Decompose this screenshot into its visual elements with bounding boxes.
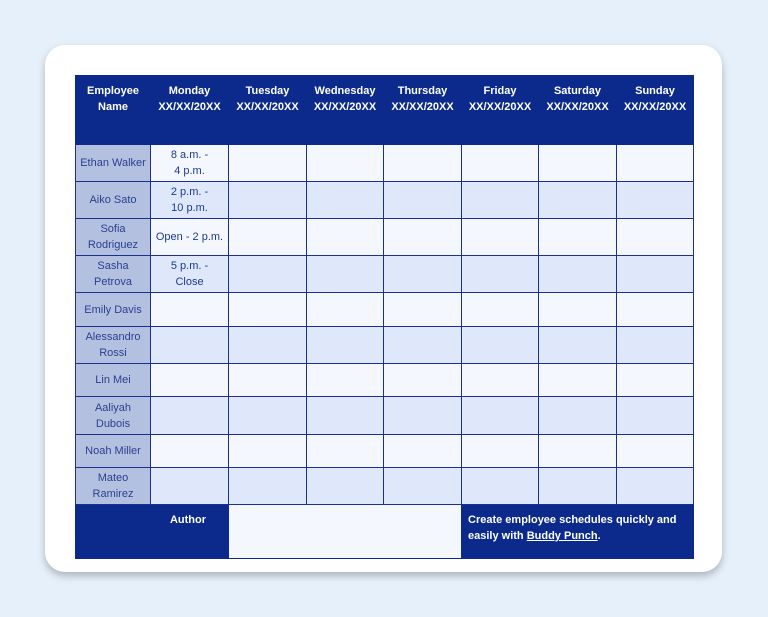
employee-name: Sofia Rodriguez [76,219,151,256]
shift-cell[interactable] [462,327,539,364]
shift-cell[interactable] [617,397,694,435]
table-row [76,435,694,468]
shift-cell[interactable] [617,219,694,256]
footer-row [76,505,694,559]
employee-name: Mateo Ramirez [76,468,151,505]
shift-cell[interactable] [151,435,229,468]
shift-cell[interactable] [307,435,384,468]
shift-cell[interactable] [151,327,229,364]
shift-cell[interactable] [462,293,539,327]
shift-cell[interactable] [229,397,307,435]
shift-cell[interactable] [462,256,539,293]
header-thursday: Thursday XX/XX/20XX [384,76,462,145]
employee-name: Aiko Sato [76,182,151,219]
shift-cell[interactable] [384,145,462,182]
employee-name: Noah Miller [76,435,151,468]
shift-cell[interactable] [539,182,617,219]
shift-cell[interactable] [617,182,694,219]
shift-cell[interactable] [229,293,307,327]
table-row [76,364,694,397]
shift-cell[interactable] [539,256,617,293]
table-row [76,219,694,256]
header-wednesday: Wednesday XX/XX/20XX [307,76,384,145]
shift-cell[interactable] [307,256,384,293]
shift-cell[interactable] [617,435,694,468]
header-friday: Friday XX/XX/20XX [462,76,539,145]
shift-cell[interactable] [384,435,462,468]
shift-cell[interactable] [617,145,694,182]
shift-cell[interactable] [539,468,617,505]
shift-cell[interactable] [539,364,617,397]
shift-cell[interactable] [384,256,462,293]
buddy-punch-link[interactable]: Buddy Punch [526,530,598,542]
shift-cell[interactable] [229,145,307,182]
shift-cell[interactable] [229,219,307,256]
shift-cell[interactable] [462,435,539,468]
header-employee-name: Employee Name [76,76,151,145]
table-row [76,327,694,364]
shift-cell[interactable] [384,364,462,397]
employee-name: Emily Davis [76,293,151,327]
shift-cell[interactable] [151,364,229,397]
table-row [76,256,694,293]
employee-name: Aaliyah Dubois [76,397,151,435]
shift-cell[interactable] [384,219,462,256]
shift-cell[interactable] [617,256,694,293]
shift-cell[interactable] [307,182,384,219]
shift-cell[interactable] [229,435,307,468]
shift-cell[interactable] [462,397,539,435]
employee-name: Lin Mei [76,364,151,397]
shift-cell[interactable] [307,327,384,364]
shift-cell[interactable] [384,293,462,327]
shift-cell[interactable]: 8 a.m. - 4 p.m. [151,145,229,182]
shift-cell[interactable] [307,468,384,505]
shift-cell[interactable] [151,293,229,327]
header-monday: Monday XX/XX/20XX [151,76,229,145]
header-saturday: Saturday XX/XX/20XX [539,76,617,145]
shift-cell[interactable] [151,468,229,505]
shift-cell[interactable] [229,182,307,219]
shift-cell[interactable] [384,327,462,364]
header-tuesday: Tuesday XX/XX/20XX [229,76,307,145]
table-row [76,468,694,505]
shift-cell[interactable] [229,327,307,364]
shift-cell[interactable] [539,293,617,327]
shift-cell[interactable]: 2 p.m. - 10 p.m. [151,182,229,219]
shift-cell[interactable] [307,219,384,256]
shift-cell[interactable] [307,145,384,182]
header-sunday: Sunday XX/XX/20XX [617,76,694,145]
shift-cell[interactable] [307,293,384,327]
shift-cell[interactable] [617,327,694,364]
table-row [76,293,694,327]
header-row [76,76,694,145]
shift-cell[interactable] [462,145,539,182]
shift-cell[interactable] [384,397,462,435]
table-row [76,397,694,435]
author-input[interactable] [229,505,462,559]
shift-cell[interactable] [539,145,617,182]
employee-name: Alessandro Rossi [76,327,151,364]
shift-cell[interactable] [462,182,539,219]
shift-cell[interactable] [229,256,307,293]
shift-cell[interactable] [539,435,617,468]
shift-cell[interactable]: 5 p.m. - Close [151,256,229,293]
shift-cell[interactable] [384,182,462,219]
shift-cell[interactable] [462,468,539,505]
promo-text: Create employee schedules quickly and easily with Buddy Punch. [462,505,694,559]
shift-cell[interactable] [539,397,617,435]
table-row [76,145,694,182]
employee-name: Ethan Walker [76,145,151,182]
shift-cell[interactable] [462,219,539,256]
shift-cell[interactable] [539,327,617,364]
shift-cell[interactable]: Open - 2 p.m. [151,219,229,256]
shift-cell[interactable] [307,364,384,397]
shift-cell[interactable] [462,364,539,397]
shift-cell[interactable] [229,364,307,397]
shift-cell[interactable] [229,468,307,505]
shift-cell[interactable] [539,219,617,256]
author-label: Author [76,505,229,559]
shift-cell[interactable] [307,397,384,435]
shift-cell[interactable] [617,364,694,397]
employee-schedule-table [75,75,694,559]
employee-name: Sasha Petrova [76,256,151,293]
shift-cell[interactable] [617,293,694,327]
table-row [76,182,694,219]
shift-cell[interactable] [151,397,229,435]
shift-cell[interactable] [617,468,694,505]
shift-cell[interactable] [384,468,462,505]
